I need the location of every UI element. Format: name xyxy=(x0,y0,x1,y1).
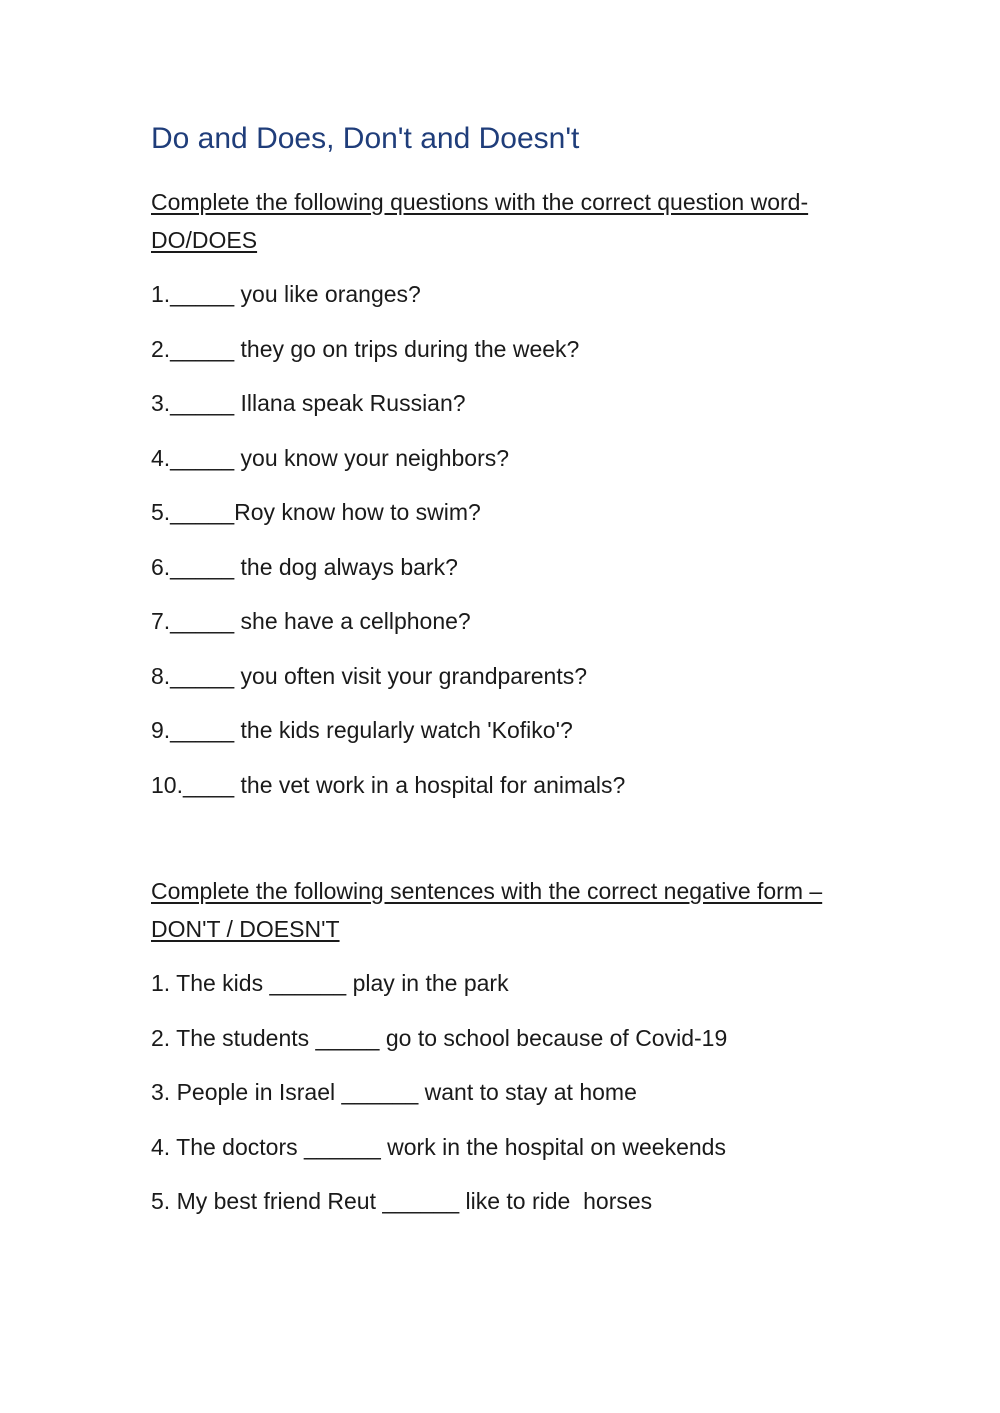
sentence-item: 4. The doctors ______ work in the hospital on weekends xyxy=(151,1133,726,1160)
question-item: 7._____ she have a cellphone? xyxy=(151,608,471,634)
section2-sentence-list xyxy=(151,967,727,1240)
sentence-item: 5. My best friend Reut ______ like to ride horses xyxy=(151,1188,653,1214)
question-item: 1._____ you like oranges? xyxy=(151,281,421,307)
section1-instruction: Complete the following questions with the correct question word-DO/DOES xyxy=(151,189,809,253)
section1-question-list xyxy=(151,278,625,823)
sentence-item: 2. The students _____ go to school because of Covid-19 xyxy=(151,1024,728,1051)
question-item: 8._____ you often visit your grandparents? xyxy=(151,662,588,689)
question-item: 10.____ the vet work in a hospital for animals? xyxy=(151,771,626,798)
question-item: 6._____ the dog always bark? xyxy=(151,553,458,580)
worksheet-title: Do and Does, Don't and Doesn't xyxy=(151,122,580,155)
question-item: 5._____Roy know how to swim? xyxy=(151,499,481,525)
question-item: 2._____ they go on trips during the week? xyxy=(151,335,580,362)
sentence-item: 3. People in Israel ______ want to stay at home xyxy=(151,1079,637,1105)
section2-instruction: Complete the following sentences with the correct negative form – DON'T / DOESN'T xyxy=(151,878,823,942)
question-item: 4._____ you know your neighbors? xyxy=(151,444,510,471)
sentence-item: 1. The kids ______ play in the park xyxy=(151,970,509,996)
question-item: 9._____ the kids regularly watch 'Kofiko'? xyxy=(151,717,573,743)
question-item: 3._____ Illana speak Russian? xyxy=(151,390,466,416)
